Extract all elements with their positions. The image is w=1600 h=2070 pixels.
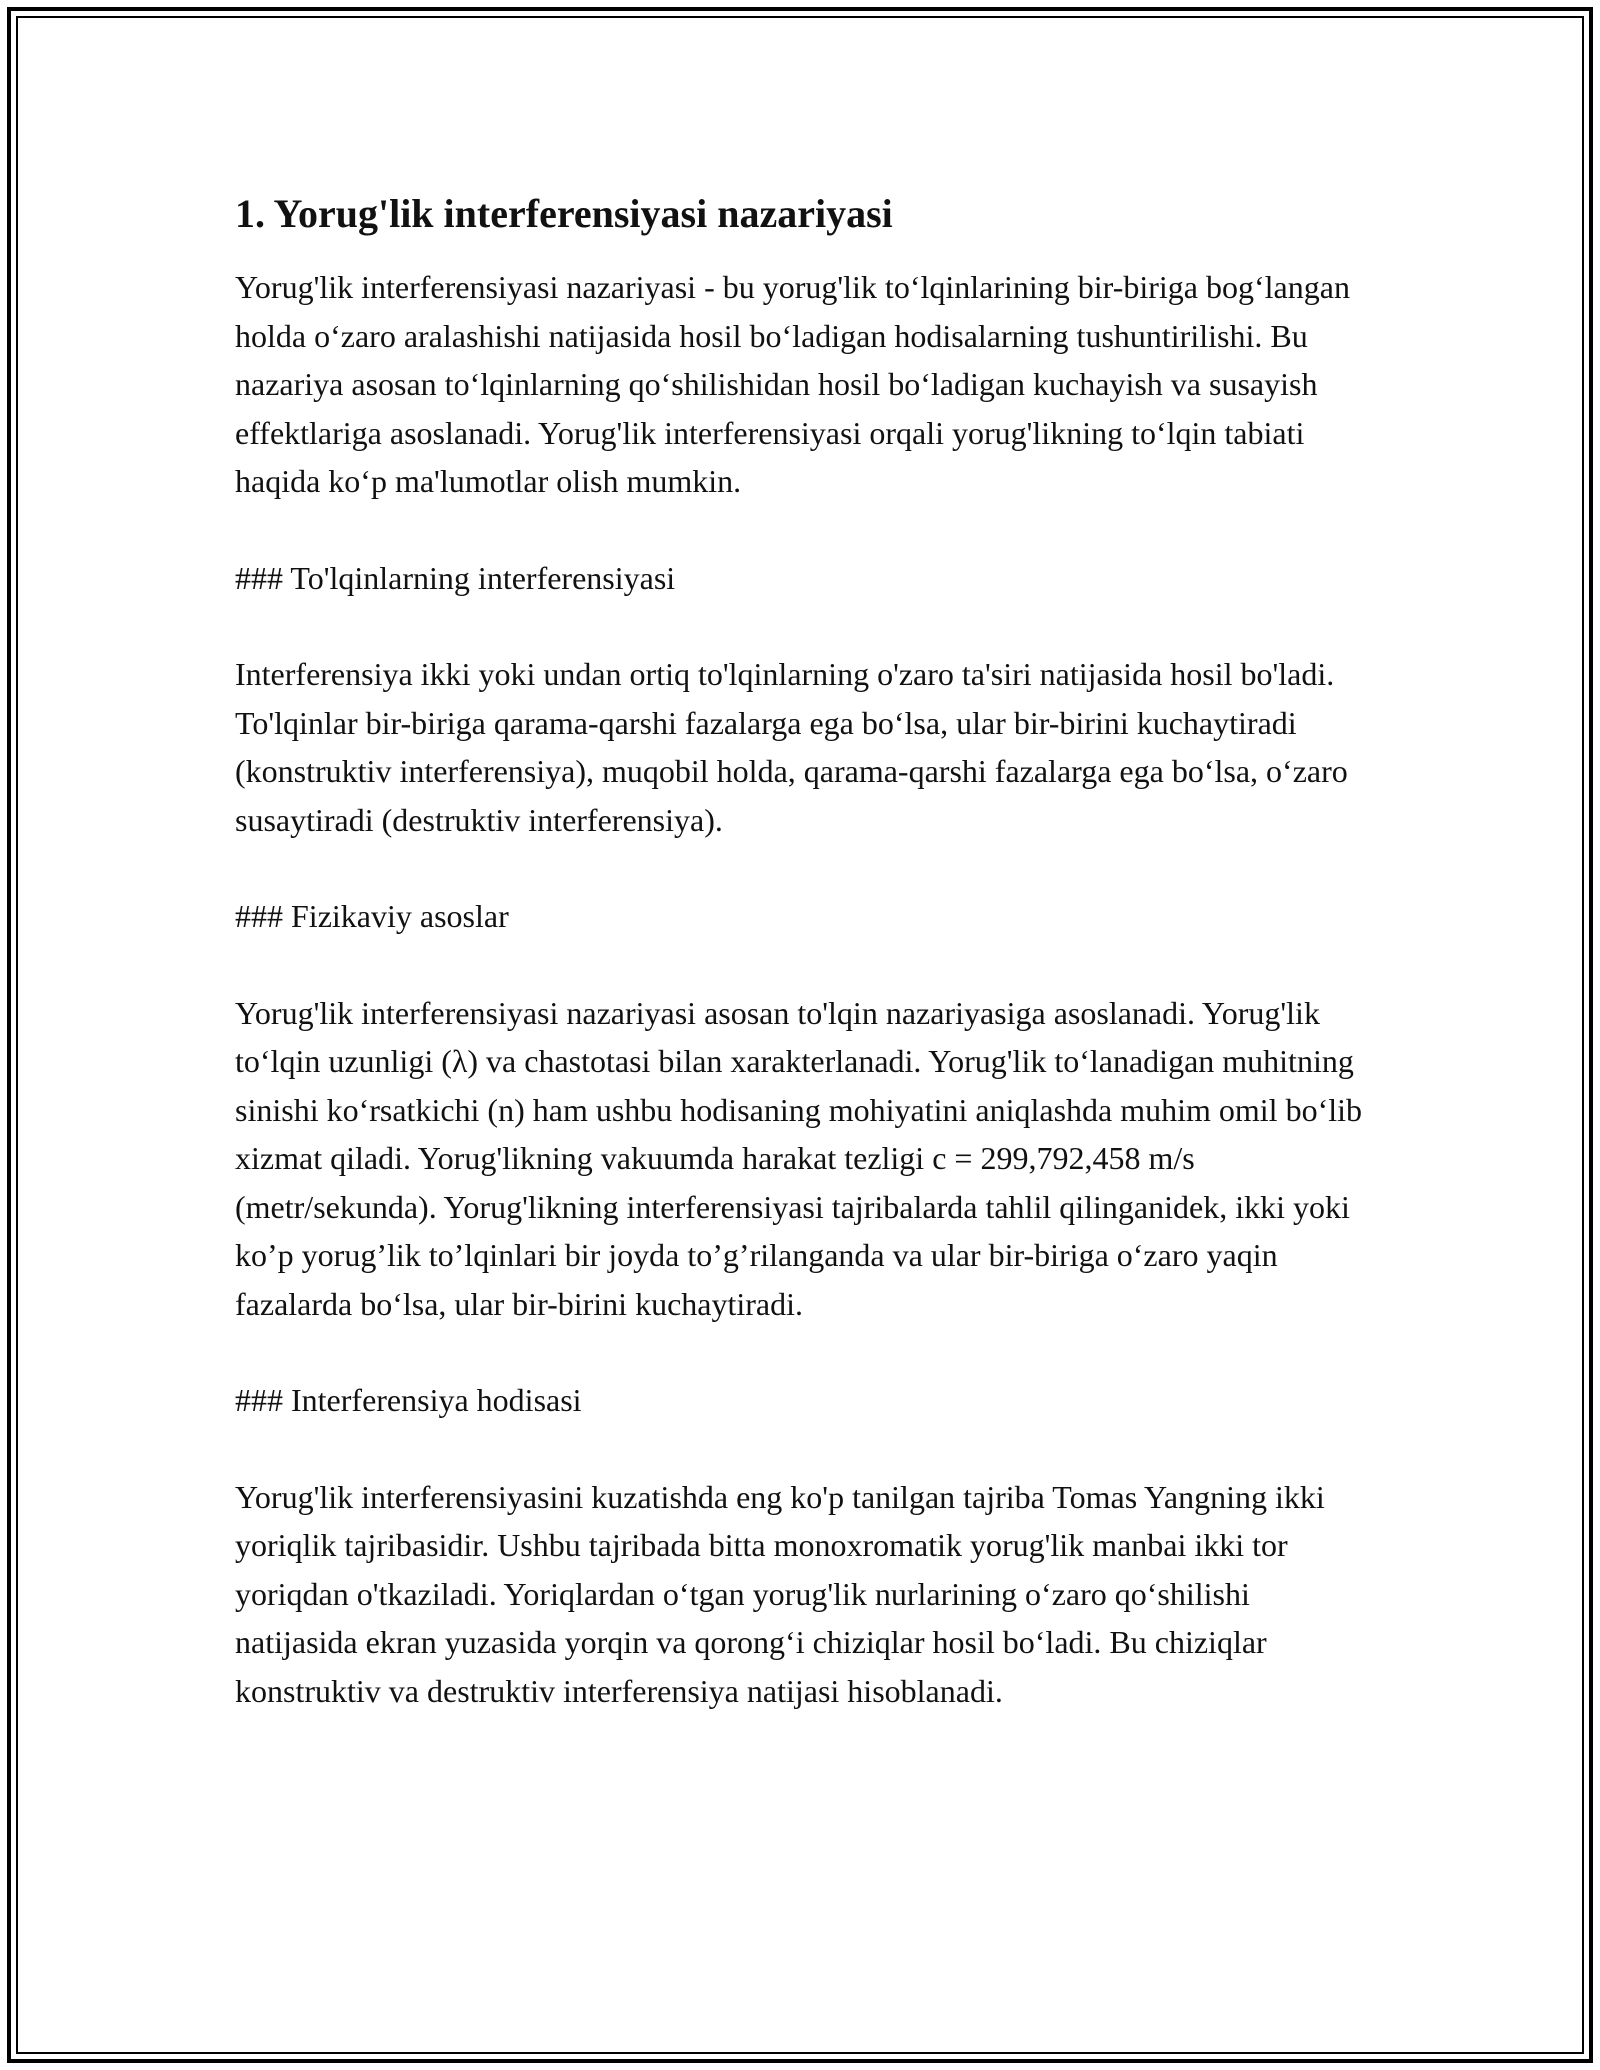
section-heading-waves: ### To'lqinlarning interferensiyasi xyxy=(235,559,676,596)
section-heading-phenomenon: ### Interferensiya hodisasi xyxy=(235,1382,582,1418)
document-body xyxy=(235,183,1375,1715)
section-heading-physics: ### Fizikaviy asoslar xyxy=(235,898,509,934)
document-title: 1. Yorug'lik interferensiyasi nazariyasi xyxy=(235,191,893,236)
intro-paragraph: Yorug'lik interferensiyasi nazariyasi - bu yorug'lik to‘lqinlarining bir-biriga bog‘langan holda o‘zaro aralashishi natijasida hosil bo‘ladigan hodisalarning tushuntirilishi. Bu nazariya asosan to‘lqinlarning qo‘shilishidan hosil bo‘ladigan kuchayish va susayish effektlariga asoslanadi. Yorug'lik interferensiyasi orqali yorug'likning to‘lqin tabiati haqida ko‘p ma'lumotlar olish mumkin. xyxy=(235,269,1350,499)
physics-paragraph: Yorug'lik interferensiyasi nazariyasi asosan to'lqin nazariyasiga asoslanadi. Yorug'lik to‘lqin uzunligi (λ) va chastotasi bilan xarakterlanadi. Yorug'lik to‘lanadigan muhitning sinishi ko‘rsatkichi (n) ham ushbu hodisaning mohiyatini aniqlashda muhim omil bo‘lib xizmat qiladi. Yorug'likning vakuumda harakat tezligi c = 299,792,458 m/s (metr/sekunda). Yorug'likning interferensiyasi tajribalarda tahlil qilinganidek, ikki yoki ko’p yorug’lik to’lqinlari bir joyda to’g’rilanganda va ular bir-biriga o‘zaro yaqin fazalarda bo‘lsa, ular bir-birini kuchaytiradi. xyxy=(235,994,1362,1322)
phenomenon-paragraph: Yorug'lik interferensiyasini kuzatishda eng ko'p tanilgan tajriba Tomas Yangning ikki yoriqlik tajribasidir. Ushbu tajribada bitta monoxromatik yorug'lik manbai ikki tor yoriqdan o'tkaziladi. Yoriqlardan o‘tgan yorug'lik nurlarining o‘zaro qo‘shilishi natijasida ekran yuzasida yorqin va qorong‘i chiziqlar hosil bo‘ladi. Bu chiziqlar konstruktiv va destruktiv interferensiya natijasi hisoblanadi. xyxy=(235,1478,1325,1709)
waves-paragraph: Interferensiya ikki yoki undan ortiq to'lqinlarning o'zaro ta'siri natijasida hosil bo'ladi. To'lqinlar bir-biriga qarama-qarshi fazalarga ega bo‘lsa, ular bir-birini kuchaytiradi (konstruktiv interferensiya), muqobil holda, qarama-qarshi fazalarga ega bo‘lsa, o‘zaro susaytiradi (destruktiv interferensiya). xyxy=(235,656,1348,838)
